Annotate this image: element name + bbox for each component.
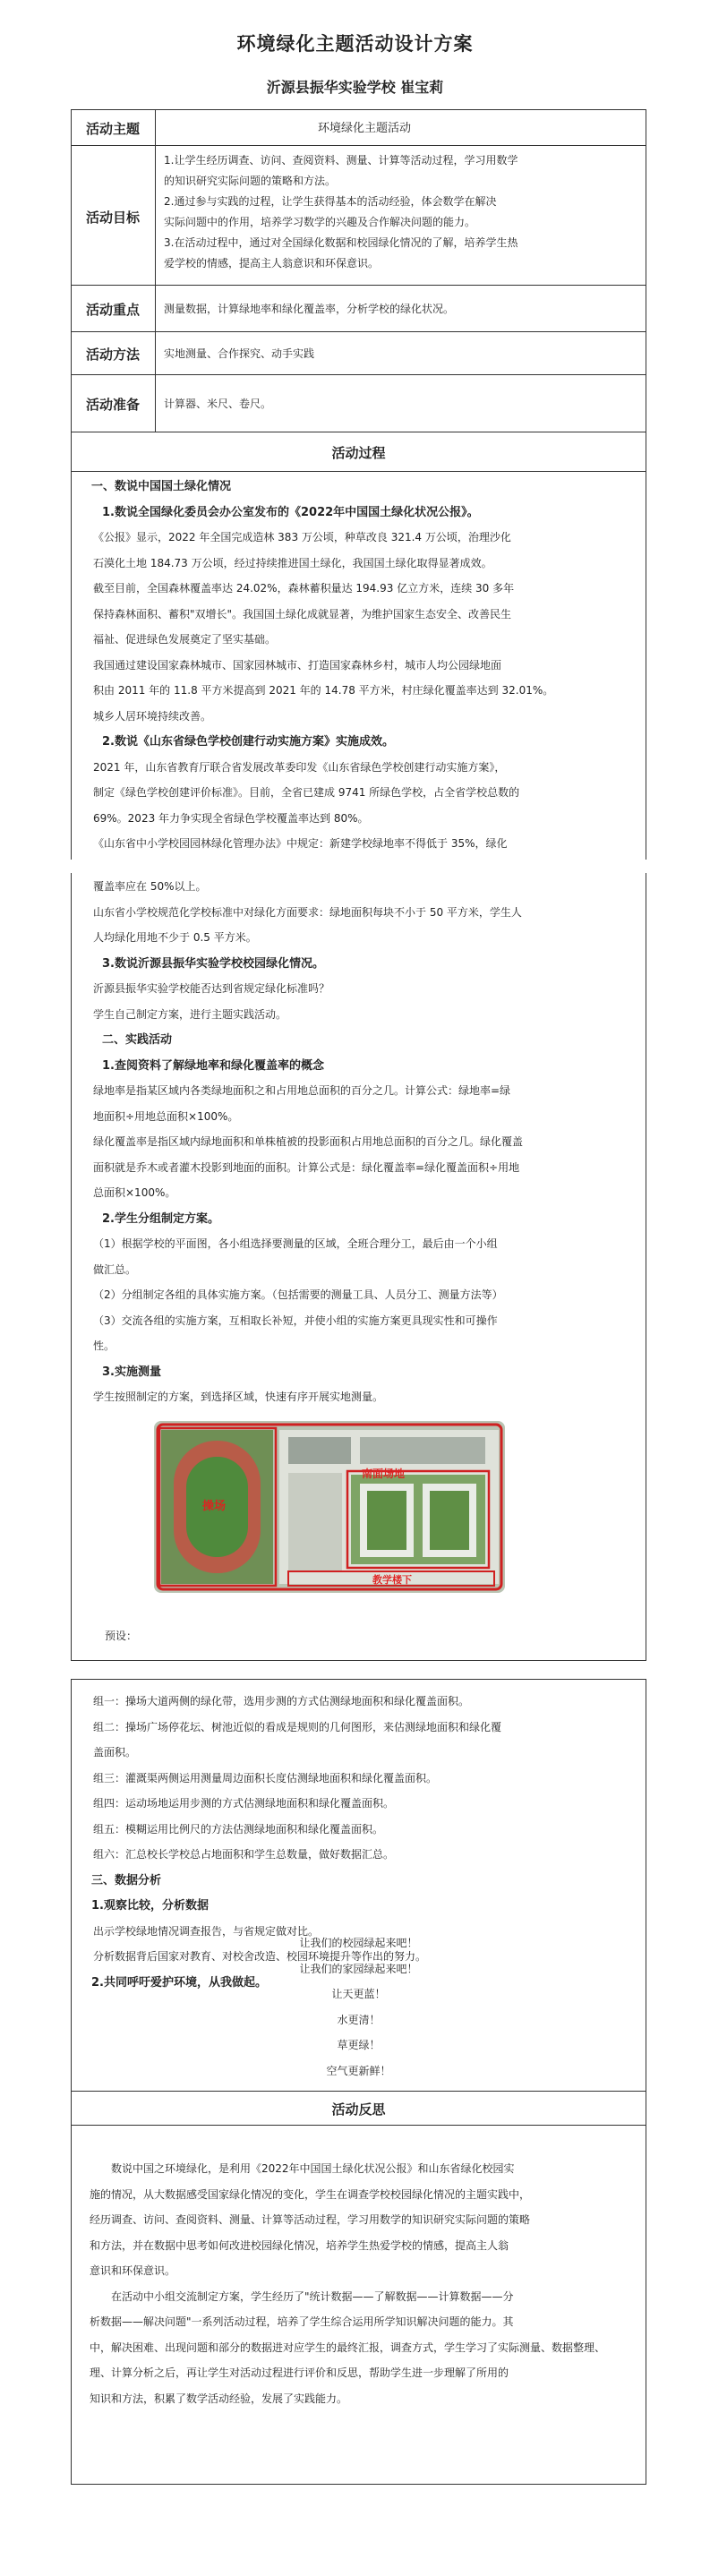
goal-line: 2.通过参与实践的过程，让学生获得基本的活动经验，体会数学在解决 — [164, 195, 497, 208]
page-1 — [0, 0, 710, 860]
slogan-line: 让天更蓝！ — [331, 1988, 386, 2000]
body-line: 做汇总。 — [93, 1262, 137, 1276]
body-line: 组四：运动场地运用步测的方式估测绿地面积和绿化覆盖面积。 — [93, 1797, 395, 1810]
body-line: 一、数说中国国土绿化情况 — [91, 480, 232, 493]
method-label: 活动方法 — [85, 347, 140, 363]
process-label: 活动过程 — [331, 445, 386, 461]
body-line: 二、实践活动 — [102, 1033, 173, 1047]
slogan-line: 空气更新鲜！ — [326, 2064, 391, 2077]
focus-value: 测量数据，计算绿地率和绿化覆盖率，分析学校的绿化状况。 — [164, 303, 455, 315]
page-3 — [0, 1679, 710, 2485]
body-line: 2.共同呼吁爱护环境，从我做起。 — [91, 1975, 267, 1990]
body-line: 山东省小学校规范化学校标准中对绿化方面要求：绿地面积每块不小于 50 平方米，学生人 — [93, 905, 522, 919]
body-line: 2.学生分组制定方案。 — [102, 1211, 219, 1226]
body-line: 组三：灌溉渠两侧运用测量周边面积长度估测绿地面积和绿化覆盖面积。 — [93, 1771, 438, 1784]
reflect-line: 知识和方法，积累了数学活动经验，发展了实践能力。 — [90, 2392, 348, 2405]
body-line: 《山东省中小学校园园林绿化管理办法》中规定：新建学校绿地率不得低于 35%，绿化 — [93, 837, 508, 850]
method-value: 实地测量、合作探究、动手实践 — [164, 347, 315, 360]
body-line: 《公报》显示，2022 年全国完成造林 383 万公顷，种草改良 321.4 万公顷，治理沙化 — [93, 531, 511, 543]
body-line: 3.实施测量 — [102, 1365, 161, 1379]
body-line: 绿地率是指某区域内各类绿地面积之和占用地总面积的百分之几。计算公式：绿地率=绿 — [93, 1084, 511, 1097]
body-line: 制定《绿色学校创建评价标准》。目前，全省已建成 9741 所绿色学校，占全省学校总数的 — [93, 786, 520, 799]
body-line: （1）根据学校的平面图，各小组选择要测量的区域，全班合理分工，最后由一个小组 — [93, 1237, 498, 1250]
prep-label: 活动准备 — [85, 397, 140, 413]
body-line: 截至目前，全国森林覆盖率达 24.02%，森林蓄积量达 194.93 亿立方米，连续 30 多年 — [93, 582, 515, 595]
body-line: 我国通过建设国家森林城市、国家园林城市、打造国家森林乡村，城市人均公园绿地面 — [93, 658, 502, 672]
body-line: 保持森林面积、蓄积"双增长"。我国国土绿化成就显著，为维护国家生态安全、改善民生 — [93, 607, 512, 620]
body-line: 组五：模糊运用比例尺的方法估测绿地面积和绿化覆盖面积。 — [93, 1822, 384, 1836]
body-line: 学生自己制定方案，进行主题实践活动。 — [93, 1007, 287, 1021]
reflect-line: 析数据——解决问题"一系列活动过程，培养了学生综合运用所学知识解决问题的能力。其 — [90, 2315, 514, 2328]
body-line: 地面积÷用地总面积×100%。 — [93, 1109, 239, 1123]
body-line: 组六：汇总校长学校总占地面积和学生总数量，做好数据汇总。 — [93, 1848, 395, 1861]
slogan-line: 让我们的校园绿起来吧！ — [299, 1937, 418, 1949]
body-line: 三、数据分析 — [91, 1873, 162, 1887]
body-line: 1.数说全国绿化委员会办公室发布的《2022年中国国土绿化状况公报》。 — [102, 505, 479, 519]
body-line: 总面积×100%。 — [93, 1186, 176, 1199]
body-line: 2021 年，山东省教育厅联合省发展改革委印发《山东省绿色学校创建行动实施方案》， — [93, 760, 506, 774]
author-line: 沂源县振华实验学校 崔宝莉 — [266, 79, 444, 96]
body-line: 1.观察比较，分析数据 — [91, 1899, 209, 1913]
body-line: 覆盖率应在 50%以上。 — [93, 880, 207, 893]
reflect-line: 理、计算分析之后，再让学生对活动过程进行评价和反思，帮助学生进一步理解了所用的 — [90, 2366, 509, 2379]
goal-line: 爱学校的情感，提高主人翁意识和环保意识。 — [164, 257, 380, 270]
map-label-playground: 操场 — [202, 1500, 227, 1513]
reflect-line: 施的情况，从大数据感受国家绿化情况的变化，学生在调查学校校园绿化情况的主题实践中， — [90, 2187, 531, 2201]
body-line: 69%。2023 年力争实现全省绿色学校覆盖率达到 80%。 — [93, 811, 369, 825]
body-line: 面积就是乔木或者灌木投影到地面的面积。计算公式是：绿化覆盖率=绿化覆盖面积÷用地 — [93, 1160, 520, 1174]
focus-label: 活动重点 — [85, 302, 140, 318]
body-line: 学生按照制定的方案，到选择区域，快速有序开展实地测量。 — [93, 1391, 384, 1403]
body-line: 石漠化土地 184.73 万公顷，经过持续推进国土绿化，我国国土绿化取得显著成效。 — [93, 556, 492, 569]
body-line: 组二：操场广场停花坛、树池近似的看成是规则的几何图形，来估测绿地面积和绿化覆 — [93, 1720, 502, 1733]
goal-line: 的知识研究实际问题的策略和方法。 — [164, 175, 337, 187]
slogan-line: 水更清！ — [337, 2013, 381, 2026]
document-title: 环境绿化主题活动设计方案 — [236, 33, 474, 55]
goals-label: 活动目标 — [85, 210, 140, 226]
map-label-east: 南面场地 — [362, 1468, 406, 1480]
body-line: 出示学校绿地情况调查报告，与省规定做对比。 — [93, 1924, 320, 1938]
body-line: 分析数据背后国家对教育、对校舍改造、校园环境提升等作出的努力。 — [93, 1950, 427, 1963]
slogan-line: 草更绿！ — [337, 2039, 381, 2051]
body-line: （3）交流各组的实施方案，互相取长补短，并使小组的实施方案更具现实性和可操作 — [93, 1314, 498, 1327]
body-line: 城乡人居环境持续改善。 — [93, 709, 212, 723]
school-map-image — [154, 1421, 505, 1593]
body-line: 1.查阅资料了解绿地率和绿化覆盖率的概念 — [102, 1058, 324, 1073]
reflect-line: 在活动中小组交流制定方案，学生经历了"统计数据——了解数据——计算数据——分 — [111, 2289, 514, 2303]
topic-label: 活动主题 — [85, 121, 140, 137]
body-line: 组一：操场大道两侧的绿化带，选用步测的方式估测绿地面积和绿化覆盖面积。 — [93, 1695, 470, 1707]
body-line: 性。 — [93, 1339, 115, 1352]
body-line: （2）分组制定各组的具体实施方案。（包括需要的测量工具、人员分工、测量方法等） — [93, 1288, 503, 1301]
reflect-line: 经历调查、访问、查阅资料、测量、计算等活动过程，学习用数学的知识研究实际问题的策略 — [90, 2213, 531, 2226]
reflect-line: 意识和环保意识。 — [90, 2264, 176, 2277]
map-label-south: 教学楼下 — [372, 1574, 412, 1586]
topic-value: 环境绿化主题活动 — [318, 122, 412, 135]
goal-line: 实际问题中的作用，培养学习数学的兴趣及合作解决问题的能力。 — [164, 216, 476, 228]
body-line: 2.数说《山东省绿色学校创建行动实施方案》实施成效。 — [102, 735, 394, 749]
body-line: 盖面积。 — [93, 1746, 137, 1759]
body-line: 沂源县振华实验学校能否达到省规定绿化标准吗？ — [93, 982, 330, 995]
slogan-line: 让我们的家园绿起来吧！ — [299, 1962, 418, 1975]
goal-line: 1.让学生经历调查、访问、查阅资料、测量、计算等活动过程，学习用数学 — [164, 154, 518, 167]
body-line: 3.数说沂源县振华实验学校校园绿化情况。 — [102, 956, 324, 971]
reflect-line: 数说中国之环境绿化，是利用《2022年中国国土绿化状况公报》和山东省绿化校园实 — [111, 2162, 515, 2175]
prep-value: 计算器、米尺、卷尺。 — [164, 398, 272, 410]
reflect-line: 和方法，并在数据中思考如何改进校园绿化情况，培养学生热爱学校的情感，提高主人翁 — [90, 2238, 509, 2252]
body-line: 积由 2011 年的 11.8 平方米提高到 2021 年的 14.78 平方米，村庄绿化覆盖率达到 32.01%。 — [93, 684, 554, 697]
body-line: 福祉、促进绿色发展奠定了坚实基础。 — [93, 633, 277, 646]
preset-caption: 预设： — [105, 1630, 138, 1642]
body-line: 人均绿化用地不少于 0.5 平方米。 — [93, 931, 257, 944]
reflect-line: 中，解决困难、出现问题和部分的数据进对应学生的最终汇报，调查方式，学生学习了实际测量、数据整理、 — [90, 2341, 606, 2354]
reflect-label: 活动反思 — [331, 2101, 386, 2118]
body-line: 绿化覆盖率是指区域内绿地面积和单株植被的投影面积占用地总面积的百分之几。绿化覆盖 — [93, 1135, 524, 1148]
page-2 — [0, 873, 710, 1661]
goal-line: 3.在活动过程中，通过对全国绿化数据和校园绿化情况的了解，培养学生热 — [164, 236, 518, 249]
